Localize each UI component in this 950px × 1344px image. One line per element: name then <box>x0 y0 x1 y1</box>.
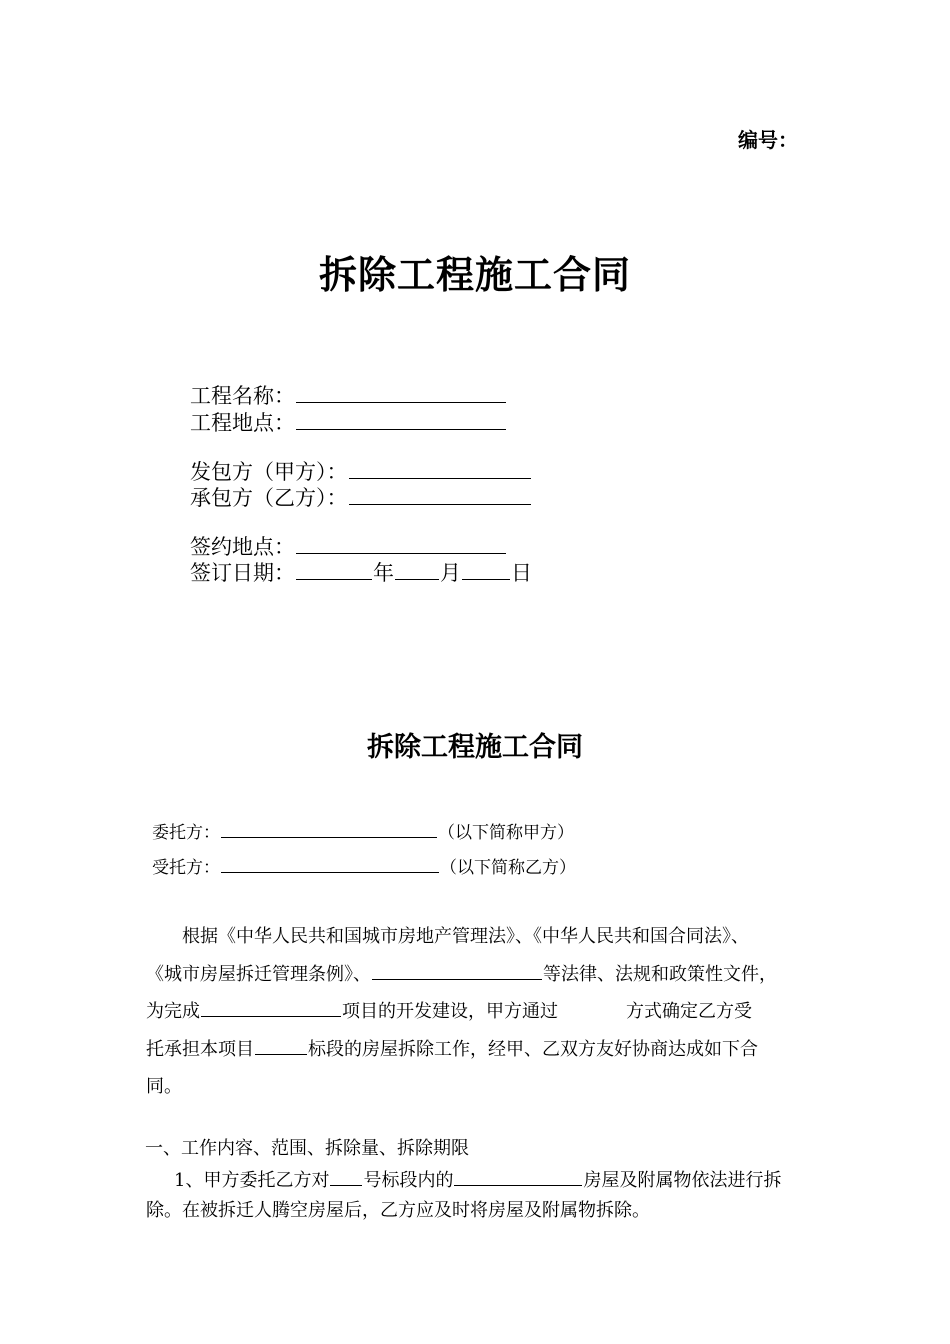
preamble-line-2 <box>146 960 777 986</box>
contractor-line <box>152 853 576 878</box>
preamble-line-4 <box>146 1035 758 1061</box>
section-number-blank[interactable] <box>330 1167 362 1186</box>
sign-place-blank[interactable] <box>296 532 506 554</box>
year-label: 年 <box>373 561 394 585</box>
party-a-label: 发包方（甲方）： <box>190 460 348 484</box>
preamble-l3-text-b: 项目的开发建设，甲方通过 <box>342 1001 558 1022</box>
section-blank[interactable] <box>255 1036 307 1055</box>
section-1-heading: 一、工作内容、范围、拆除量、拆除期限 <box>145 1138 469 1159</box>
property-blank[interactable] <box>454 1167 582 1186</box>
preamble-l3-text-a: 为完成 <box>146 1001 200 1022</box>
contractor-label: 受托方： <box>152 858 220 878</box>
client-blank[interactable] <box>221 820 437 838</box>
preamble-l2-text-a: 《城市房屋拆迁管理条例》、 <box>146 964 371 985</box>
party-b-field <box>190 482 532 512</box>
clause-1-line-1 <box>174 1166 781 1192</box>
contractor-note: （以下简称乙方） <box>440 858 576 878</box>
preamble-l3-text-c: 方式确定乙方受 <box>626 1001 752 1022</box>
project-name-label: 工程名称： <box>190 384 295 408</box>
sign-date-field <box>190 557 532 587</box>
project-name-field <box>190 380 507 410</box>
contract-title: 拆除工程施工合同 <box>367 732 583 763</box>
project-location-label: 工程地点： <box>190 411 295 435</box>
month-label: 月 <box>440 561 461 585</box>
project-location-field <box>190 407 507 437</box>
day-label: 日 <box>511 561 532 585</box>
day-blank[interactable] <box>462 558 510 580</box>
preamble-l4-text-a: 托承担本项目 <box>146 1039 254 1060</box>
cover-title: 拆除工程施工合同 <box>318 253 631 297</box>
preamble-line-1: 根据《中华人民共和国城市房地产管理法》、《中华人民共和国合同法》、 <box>182 926 749 947</box>
year-blank[interactable] <box>296 558 372 580</box>
party-b-blank[interactable] <box>349 483 531 505</box>
project-location-blank[interactable] <box>296 408 506 430</box>
sign-place-label: 签约地点： <box>190 535 295 559</box>
project-name-blank[interactable] <box>296 381 506 403</box>
project-blank[interactable] <box>201 998 341 1017</box>
month-blank[interactable] <box>395 558 439 580</box>
party-a-blank[interactable] <box>349 457 531 479</box>
laws-blank[interactable] <box>372 961 542 980</box>
serial-number-label: 编号： <box>738 128 798 152</box>
party-b-label: 承包方（乙方）： <box>190 486 348 510</box>
clause-1-text-a: 1、甲方委托乙方对 <box>174 1170 330 1191</box>
client-line <box>152 818 574 843</box>
preamble-l4-text-b: 标段的房屋拆除工作，经甲、乙双方友好协商达成如下合 <box>308 1039 758 1060</box>
preamble-l2-text-b: 等法律、法规和政策性文件， <box>543 964 777 985</box>
clause-1-text-c: 房屋及附属物依法进行拆 <box>583 1170 782 1191</box>
contractor-blank[interactable] <box>221 855 439 873</box>
clause-1-line-2: 除。在被拆迁人腾空房屋后，乙方应及时将房屋及附属物拆除。 <box>146 1200 650 1221</box>
preamble-line-3 <box>146 997 752 1023</box>
client-label: 委托方： <box>152 823 220 843</box>
preamble-line-5: 同。 <box>146 1076 182 1097</box>
client-note: （以下简称甲方） <box>438 823 574 843</box>
clause-1-text-b: 号标段内的 <box>363 1170 454 1191</box>
sign-date-label: 签订日期： <box>190 561 295 585</box>
